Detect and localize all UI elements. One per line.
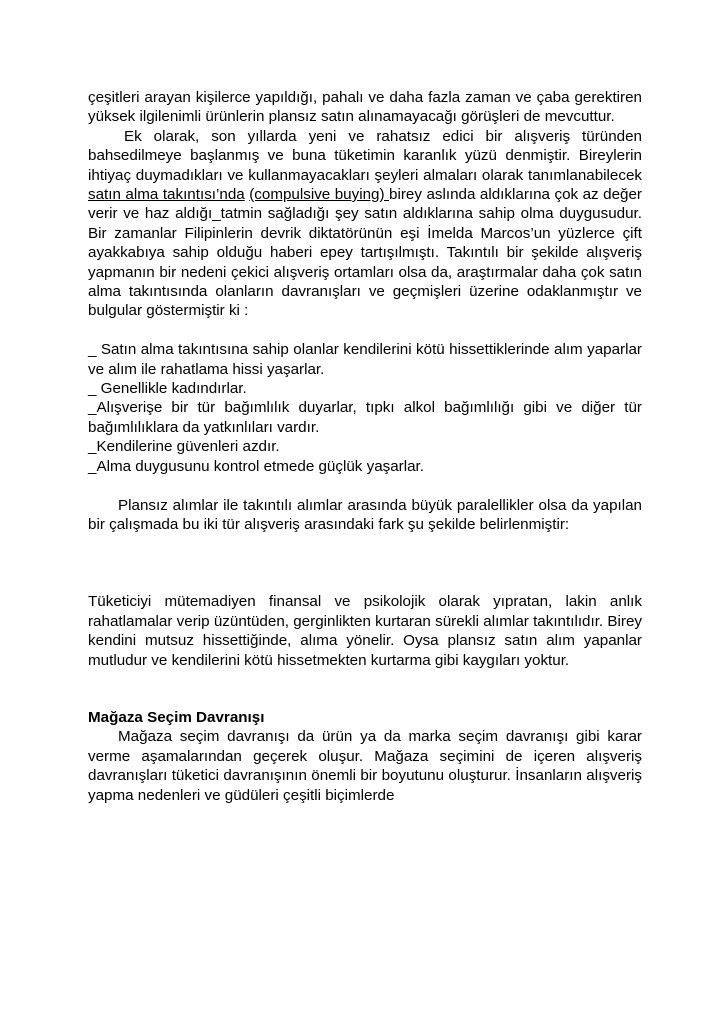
paragraph-text: birey aslında aldıklarına çok az değer verir ve haz aldığı_tatmin sağladığı şey satın aldıklarına sahip olma duygusudur. Bir zamanlar Filipinlerin devrik diktatörünün eşi İmelda Marcos’un yüzlerce çift ayakkabıya sahip olduğu haberi epey tartışılmıştı. Takıntılı bir şekilde alışveriş yapmanın bir nedeni çekici alışveriş ortamları olsa da, araştırmalar daha çok satın alma takıntısında olanların davranışları ve geçmişleri üzerine odaklanmıştır ve bulgular göstermiştir ki : <box>88 186 642 320</box>
underlined-term-english: (compulsive buying) <box>249 186 390 204</box>
paragraph-comparison-intro: Plansız alımlar ile takıntılı alımlar arasında büyük paralellikler olsa da yapılan bir çalışmada bu iki tür alışveriş arasındaki fark şu şekilde belirlenmiştir: <box>88 496 642 533</box>
paragraph-store-choice: Mağaza seçim davranışı da ürün ya da marka seçim davranışı gibi karar verme aşamalarından geçerek oluşur. Mağaza seçimini de içeren alışveriş davranışları tüketici davranışının önemli bir boyutunu oluşturur. İnsanların alışveriş yapma nedenleri ve güdüleri çeşitli biçimlerde <box>88 728 642 804</box>
blank-line <box>88 476 642 495</box>
list-item: _ Satın alma takıntısına sahip olanlar kendilerini kötü hissettiklerinde alım yaparlar ve alım ile rahatlama hissi yaşarlar. <box>88 341 642 378</box>
underlined-term-turkish: satın alma takıntısı’nda <box>88 186 245 204</box>
list-item: _ Genellikle kadındırlar. <box>88 380 247 398</box>
paragraph-compulsive-buying <box>88 127 642 321</box>
list-item: _Kendilerine güvenleri azdır. <box>88 438 280 456</box>
findings-list <box>88 340 642 476</box>
paragraph-compulsive-vs-impulse: Tüketiciyi mütemadiyen finansal ve psikolojik olarak yıpratan, lakin anlık rahatlamalar verip üzüntüden, gerginlikten kurtaran sürekli alımlar takıntılıdır. Birey kendini mutsuz hissettiğinde, alıma yönelir. Oysa plansız satın alım yapanlar mutludur ve kendilerini kötü hissetmekten kurtarma gibi kaygıları yoktur. <box>88 593 642 669</box>
blank-space <box>88 534 642 592</box>
blank-line <box>88 321 642 340</box>
paragraph-text: Ek olarak, son yıllarda yeni ve rahatsız edici bir alışveriş türünden bahsedilmeye başlanmış ve buna tüketimin karanlık yüzü denmiştir. Bireylerin ihtiyaç duymadıkları ve kullanmayacakları şeyleri almaları olarak tanımlanabilecek <box>88 127 642 184</box>
section-heading: Mağaza Seçim Davranışı <box>88 708 265 726</box>
paragraph-continuation: çeşitleri arayan kişilerce yapıldığı, pahalı ve daha fazla zaman ve çaba gerektiren yüksek ilgilenimli ürünlerin plansız satın alınamayacağı görüşleri de mevcuttur. <box>88 89 642 126</box>
list-item: _Alma duygusunu kontrol etmede güçlük yaşarlar. <box>88 457 425 475</box>
blank-space <box>88 670 642 708</box>
document-page <box>88 88 642 805</box>
list-item: _Alışverişe bir tür bağımlılık duyarlar, tıpkı alkol bağımlılığı gibi ve diğer tür bağımlılıklara da yatkınlıları vardır. <box>88 399 642 436</box>
